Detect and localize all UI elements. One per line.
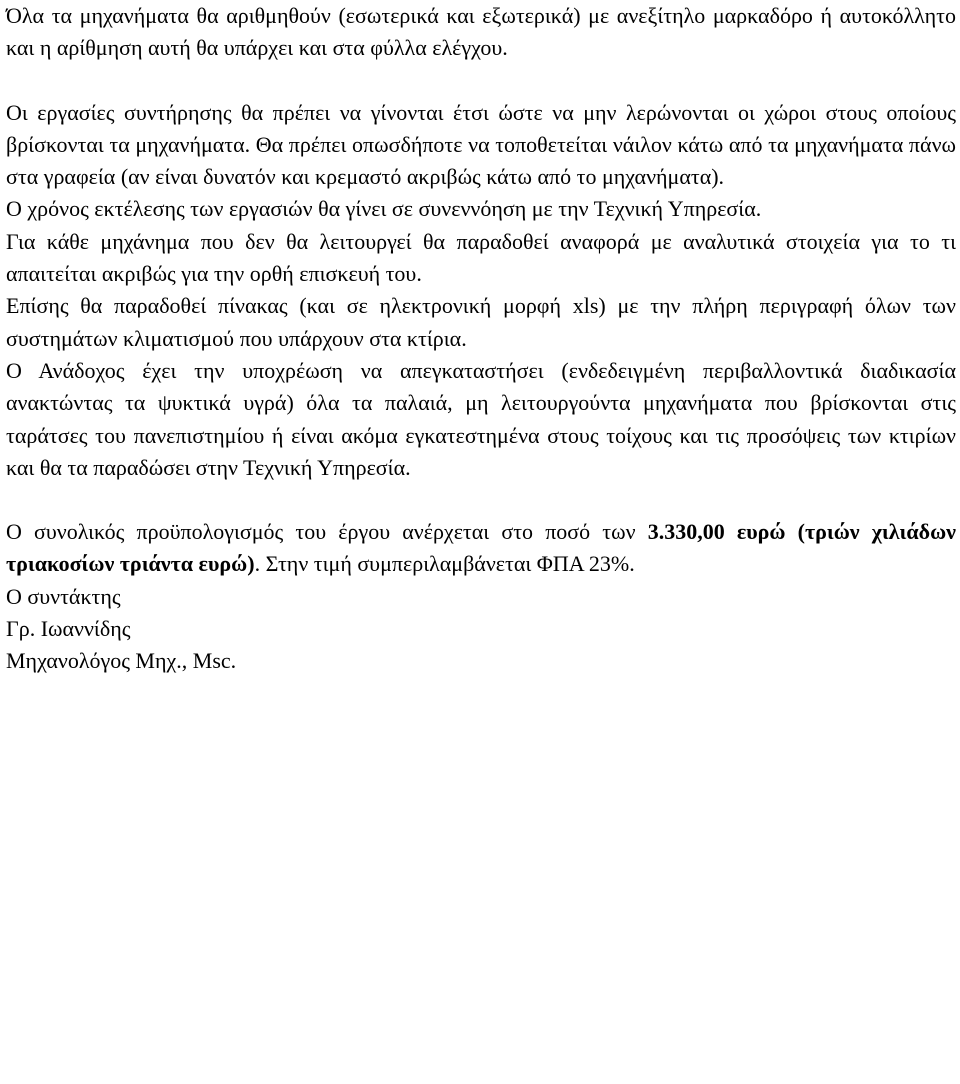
signature-role: Ο συντάκτης (6, 583, 121, 609)
paragraph-removal: Ο Ανάδοχος έχει την υποχρέωση να απεγκαταστήσει (ενδεδειγμένη περιβαλλοντικά διαδικασία ανακτώντας τα ψυκτικά υγρά) όλα τα παλαιά, μη λειτουργούντα μηχανήματα που βρίσκονται στις ταράτσες του πανεπιστημίου ή είναι ακόμα εγκατεστημένα στους τοίχους και τις προσόψεις των κτιρίων και θα τα παραδώσει στην Τεχνική Υπηρεσία. (6, 357, 956, 480)
document-page (6, 0, 956, 678)
signature-name: Γρ. Ιωαννίδης (6, 616, 131, 642)
paragraph-report: Για κάθε μηχάνημα που δεν θα λειτουργεί θα παραδοθεί αναφορά με αναλυτικά στοιχεία για το τι απαιτείται ακριβώς για την ορθή επισκευή του. (6, 228, 956, 287)
paragraph-cleanliness: Οι εργασίες συντήρησης θα πρέπει να γίνονται έτσι ώστε να μην λερώνονται οι χώροι στους οποίους βρίσκονται τα μηχανήματα. Θα πρέπει οπωσδήποτε να τοποθετείται νάιλον κάτω από τα μηχανήματα πάνω στα γραφεία (αν είναι δυνατόν και κρεμαστό ακριβώς κάτω από το μηχανήματα). (6, 99, 956, 190)
signature-title: Μηχανολόγος Μηχ., Msc. (6, 648, 237, 674)
paragraph-budget (6, 516, 956, 581)
paragraph-inventory: Επίσης θα παραδοθεί πίνακας (και σε ηλεκτρονική μορφή xls) με την πλήρη περιγραφή όλων των συστημάτων κλιματισμού που υπάρχουν στα κτίρια. (6, 293, 956, 351)
budget-amount: 3.330,00 ευρώ (τριών χιλιάδων τριακοσίων τριάντα ευρώ) (6, 519, 956, 577)
paragraph-numbering: Όλα τα μηχανήματα θα αριθμηθούν (εσωτερικά και εξωτερικά) με ανεξίτηλο μαρκαδόρο ή αυτοκόλλητο και η αρίθμηση αυτή θα υπάρχει και στα φύλλα ελέγχου. (6, 3, 956, 61)
paragraph-schedule: Ο χρόνος εκτέλεσης των εργασιών θα γίνει σε συνεννόηση με την Τεχνική Υπηρεσία. (6, 196, 762, 222)
budget-suffix: . Στην τιμή συμπεριλαμβάνεται ΦΠΑ 23%. (254, 551, 635, 577)
budget-prefix: Ο συνολικός προϋπολογισμός του έργου ανέρχεται στο ποσό των (6, 519, 648, 545)
